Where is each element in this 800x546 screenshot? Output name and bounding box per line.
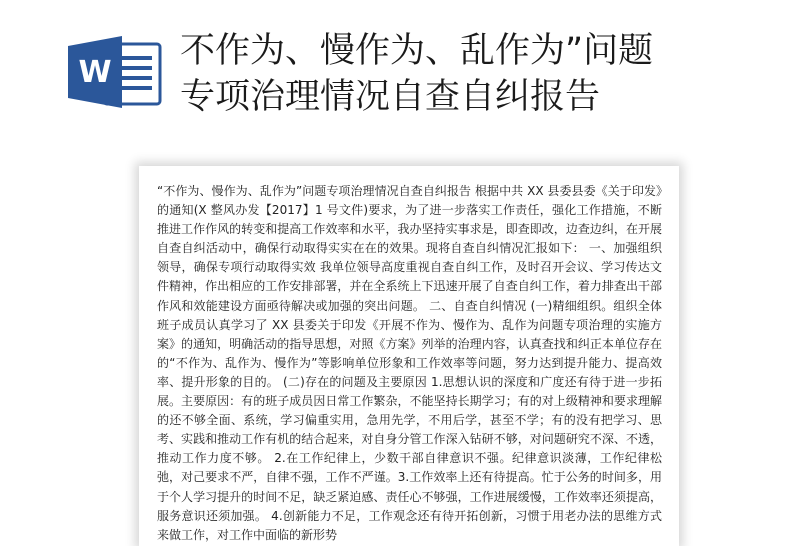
document-page-preview: [139, 166, 679, 546]
document-title-line-2: 专项治理情况自查自纠报告: [180, 77, 601, 117]
word-document-icon: [64, 36, 164, 108]
document-title: [180, 28, 780, 120]
word-icon-letter: W: [78, 55, 112, 90]
document-body-text: “不作为、慢作为、乱作为”问题专项治理情况自查自纠报告 根据中共 XX 县委县委《关于印发》的通知(X 整风办发【2017】1 号文件)要求，为了进一步落实工作责任，强化工作措施，不断推进工作作风的转变和提高工作效率和水平，我办坚持实事求是，即查即改，边查边纠，在开展自查自纠活动中，确保行动取得实实在在的效果。现将自查自纠情况汇报如下： 一、加强组织领导，确保专项行动取得实效 我单位领导高度重视自查自纠工作，及时召开会议、学习传达文件精神，作出相应的工作安排部署，并在全系统上下迅速开展了自查自纠工作，着力排查出干部作风和效能建设方面亟待解决或加强的突出问题。 二、自查自纠情况 (一)精细组织。组织全体班子成员认真学习了 XX 县委关于印发《开展不作为、慢作为、乱作为问题专项治理的实施方案》的通知，明确活动的指导思想，对照《方案》列举的治理内容，认真查找和纠正本单位存在的“不作为、乱作为、慢作为”等影响单位形象和工作效率等问题，努力达到提升能力、提高效率、提升形象的目的。 (二)存在的问题及主要原因 1.思想认识的深度和广度还有待于进一步拓展。主要原因：有的班子成员因日常工作繁杂，不能坚持长期学习；有的对上级精神和要求理解的还不够全面、系统，学习偏重实用，急用先学，不用后学，甚至不学；有的没有把学习、思考、实践和推动工作有机的结合起来，对自身分管工作深入钻研不够，对问题研究不深、不透，推动工作力度不够。 2.在工作纪律上，少数干部自律意识不强。纪律意识淡薄，工作纪律松弛，对己要求不严，自律不强，工作不严谨。3.工作效率上还有待提高。忙于公务的时间多，用于个人学习提升的时间不足，缺乏紧迫感、责任心不够强，工作进展缓慢，工作效率还须提高，服务意识还须加强。 4.创新能力不足，工作观念还有待开拓创新，习惯于用老办法的思维方式来做工作，对工作中面临的新形势: [157, 184, 662, 542]
document-title-line-1: 不作为、慢作为、乱作为”问题: [180, 31, 654, 71]
